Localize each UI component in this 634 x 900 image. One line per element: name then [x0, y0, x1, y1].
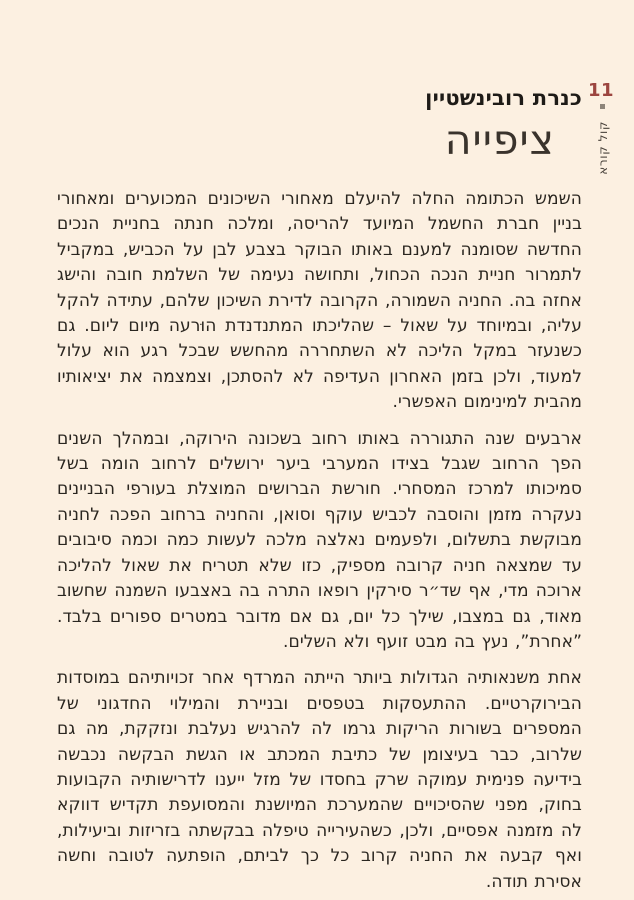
square-bullet-icon [600, 104, 605, 109]
body-paragraph: ארבעים שנה התגוררה באותו רחוב בשכונה הירוקה, ובמהלך השנים הפך הרחוב שגבל בצידו המערבי ביער ירושלים לרחוב הומה בשל סמיכותו למרכז המסחרי. חורשת הברושים המוצלת בעורפי הבניינים נעקרה מזמן והוסבה לכביש עוקף וסואן, והחניה ברחוב הפכה לחניה מבוקשת בתשלום, ולפעמים נאלצה מלכה לעשות כמה וכמה סיבובים עד שמצאה חניה קרובה מספיק, כזו שלא תטריח את שאול להליכה ארוכה מדי, אף שד״ר סירקין רופאו התרה בה באצבעו השמנה שחשוב מאוד, גם במצבו, שילך כל יום, גם אם מדובר במטרים ספורים בלבד. ”אחרת”, נעץ בה מבט זועף ולא השלים. [57, 428, 582, 652]
body-text [57, 187, 582, 895]
page-number: 11 [587, 80, 614, 101]
chapter-title: ציפייה [444, 116, 555, 164]
series-running-head-label: קול קורא [596, 121, 610, 175]
body-paragraph: השמש הכתומה החלה להיעלם מאחורי השיכונים המכוערים ומאחורי בניין חברת החשמל המיועד להריסה, ומלכה חנתה בחניית הנכים החדשה שסומנה למענם באותו הבוקר בצבע לבן על הכביש, במקביל לתמרור חניית הנכה הכחול, ותחושה נעימה של השלמת חובה והישג אחזה בה. החניה השמורה, הקרובה לדירת השיכון שלהם, עתידה להקל עליה, ובמיוחד על שאול – שהליכתו המתנדנדת הוּרעה מיום ליום. גם כשנעזר במקל הליכה לא השתחררה מהחשש שבכל רגע הוא עלול למעוד, ולכן בזמן האחרון העדיפה לא להסתכן, וצמצמה את יציאותיו מהבית למינימום האפשרי. [57, 189, 582, 413]
body-paragraph: אחת משנאותיה הגדולות ביותר הייתה המרדף אחר זכויותיהם במוסדות הבירוקרטיים. ההתעסקות בטפסים ובניירת והמילוי החדגוני של המספרים בשורות הריקות גרמו לה להרגיש נעלבת ונזקקת, מה גם שלרוב, כבר בעיצומן של כתיבת המכתב או הגשת הבקשה נכבשה בידיעה פנימית עמוקה שרק בחסדו של מזל ייענו לדרישותיה הקבועות בחוק, מפני שהסיכויים שהמערכת המיושנת והמסועפת תקדיש דווקא לה מזמנה אפסיים, ולכן, כשהעירייה טיפלה בבקשתה בזריזות וביעילות, ואף קבעה את החניה קרוב כל כך לביתם, הופתעה לטובה וחשה אסירת תודה. [57, 668, 582, 892]
author-name: כנרת רובינשטיין [425, 86, 582, 110]
